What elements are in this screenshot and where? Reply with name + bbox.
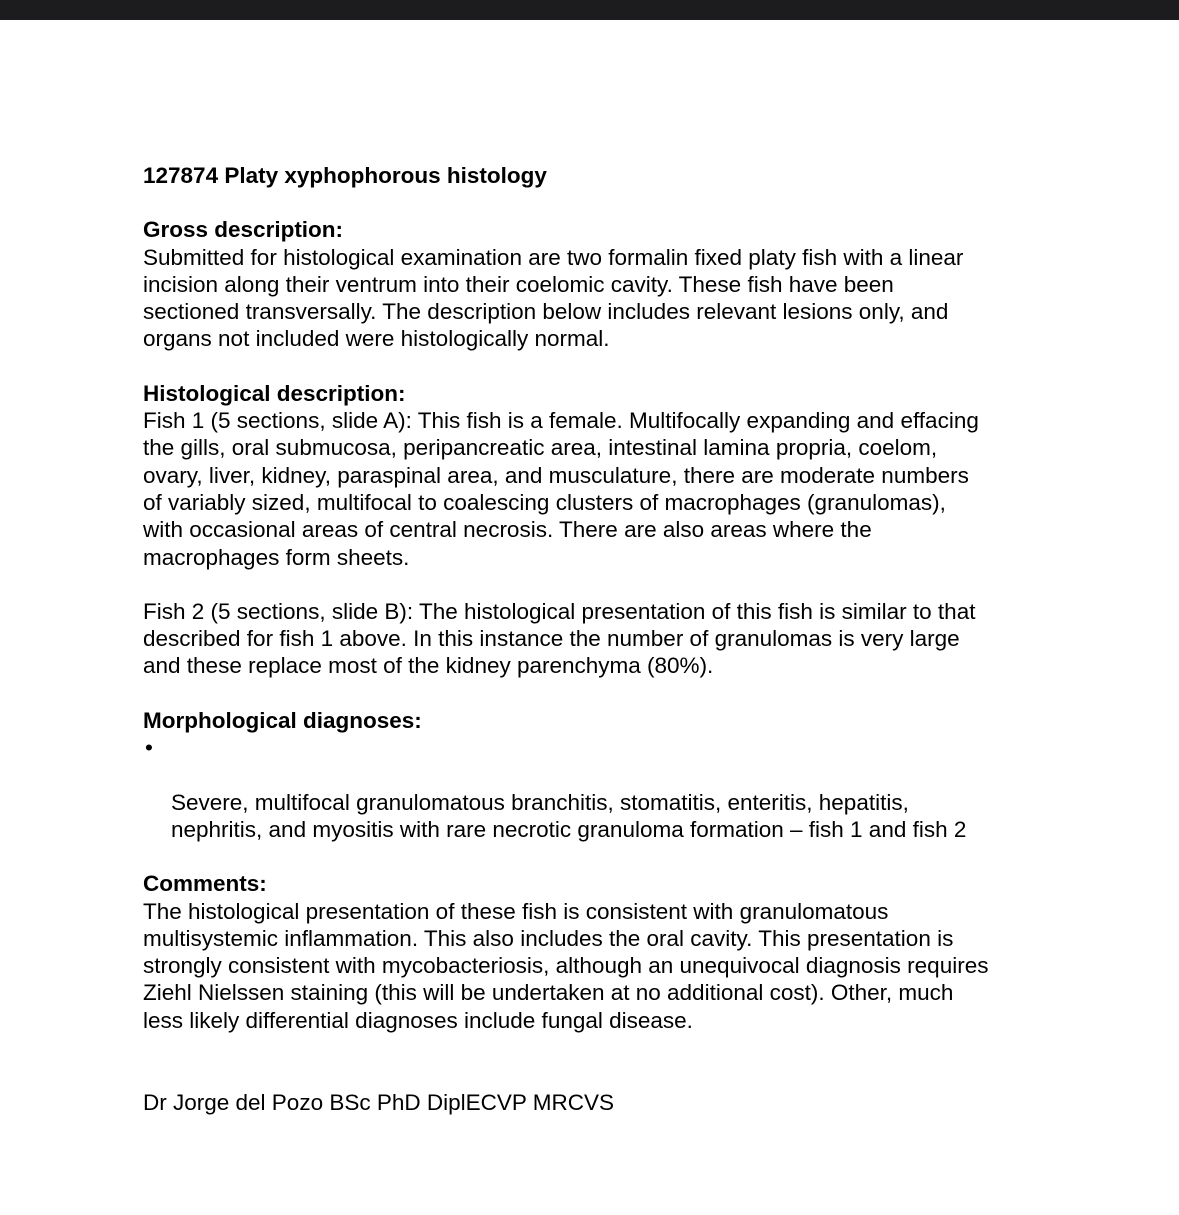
report-title: 127874 Platy xyphophorous histology [143,163,547,188]
comments-heading: Comments: [143,871,267,897]
comments-section [143,870,1043,1034]
signature: Dr Jorge del Pozo BSc PhD DiplECVP MRCVS [143,1090,615,1116]
histological-description-heading: Histological description: [143,380,406,406]
diagnosis-item [143,734,1043,843]
diagnoses-list [143,734,1043,843]
bullet-icon: • [145,735,153,761]
top-bar [0,0,1179,20]
comments-text: The histological presentation of these fish is consistent with granulomatous multisystemic inflammation. This also includes the oral cavity. This presentation is strongly consistent with mycobacteriosis, although an unequivocal diagnosis requires Ziehl Nielssen staining (this will be undertaken at no additional cost). Other, much less likely differential diagnoses include fungal disease. [143,898,989,1033]
morphological-diagnoses-section [143,707,1043,843]
report-document [143,162,1043,1116]
morphological-diagnoses-heading: Morphological diagnoses: [143,707,422,733]
gross-description-text: Submitted for histological examination are two formalin fixed platy fish with a linear incision along their ventrum into their coelomic cavity. These fish have been sectioned transversally. The description below includes relevant lesions only, and organs not included were histologically normal. [143,244,964,352]
diagnosis-text: Severe, multifocal granulomatous branchitis, stomatitis, enteritis, hepatitis, nephritis, and myositis with rare necrotic granuloma formation – fish 1 and fish 2 [171,789,967,842]
gross-description-heading: Gross description: [143,217,344,243]
fish2-description: Fish 2 (5 sections, slide B): The histological presentation of this fish is similar to that described for fish 1 above. In this instance the number of granulomas is very large and these replace most of the kidney parenchyma (80%). [143,598,976,679]
gross-description-section [143,216,1043,352]
histological-description-section [143,380,1043,680]
fish1-description: Fish 1 (5 sections, slide A): This fish is a female. Multifocally expanding and effacing the gills, oral submucosa, peripancreatic area, intestinal lamina propria, coelom, ovary, liver, kidney, paraspinal area, and musculature, there are moderate numbers of variably sized, multifocal to coalescing clusters of macrophages (granulomas), with occasional areas of central necrosis. There are also areas where the macrophages form sheets. [143,408,979,570]
